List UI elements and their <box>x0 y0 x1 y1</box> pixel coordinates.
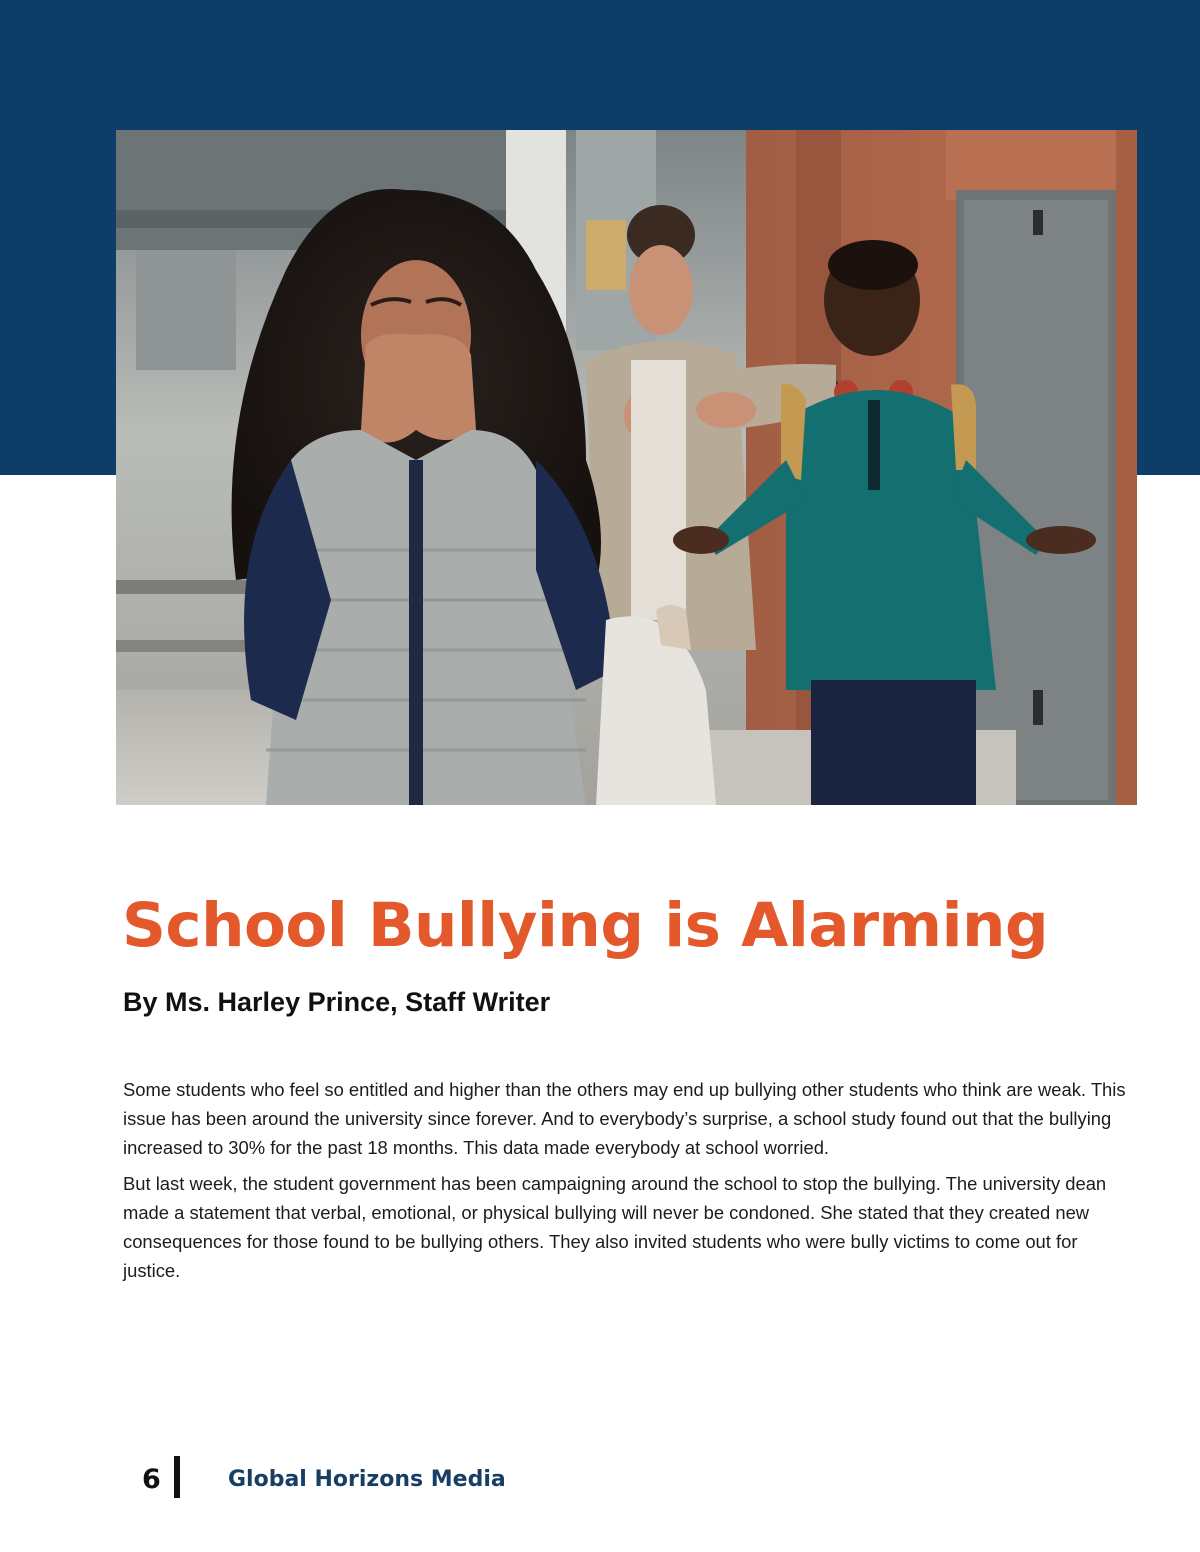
article-paragraph: Some students who feel so entitled and higher than the others may end up bullying other students who think are weak. This issue has been around the university since forever. And to everybody’s surprise, a school study found out that the bullying increased to 30% for the past 18 months. This data made everybody at school worried. <box>123 1079 1126 1158</box>
article-byline: By Ms. Harley Prince, Staff Writer <box>123 987 551 1017</box>
article-photo <box>116 130 1137 805</box>
photo-illustration <box>116 130 1137 805</box>
article-paragraph: But last week, the student government has been campaigning around the school to stop the bullying. The university dean made a statement that verbal, emotional, or physical bullying will never be condoned. She stated that they created new consequences for those found to be bullying others. They also invited students who were bully victims to come out for justice. <box>123 1173 1107 1281</box>
page-number: 6 <box>142 1464 161 1495</box>
article-title: School Bullying is Alarming <box>122 890 1049 961</box>
publication-name: Global Horizons Media <box>228 1467 506 1492</box>
footer-divider <box>174 1456 180 1498</box>
article-body <box>123 1075 1133 1292</box>
